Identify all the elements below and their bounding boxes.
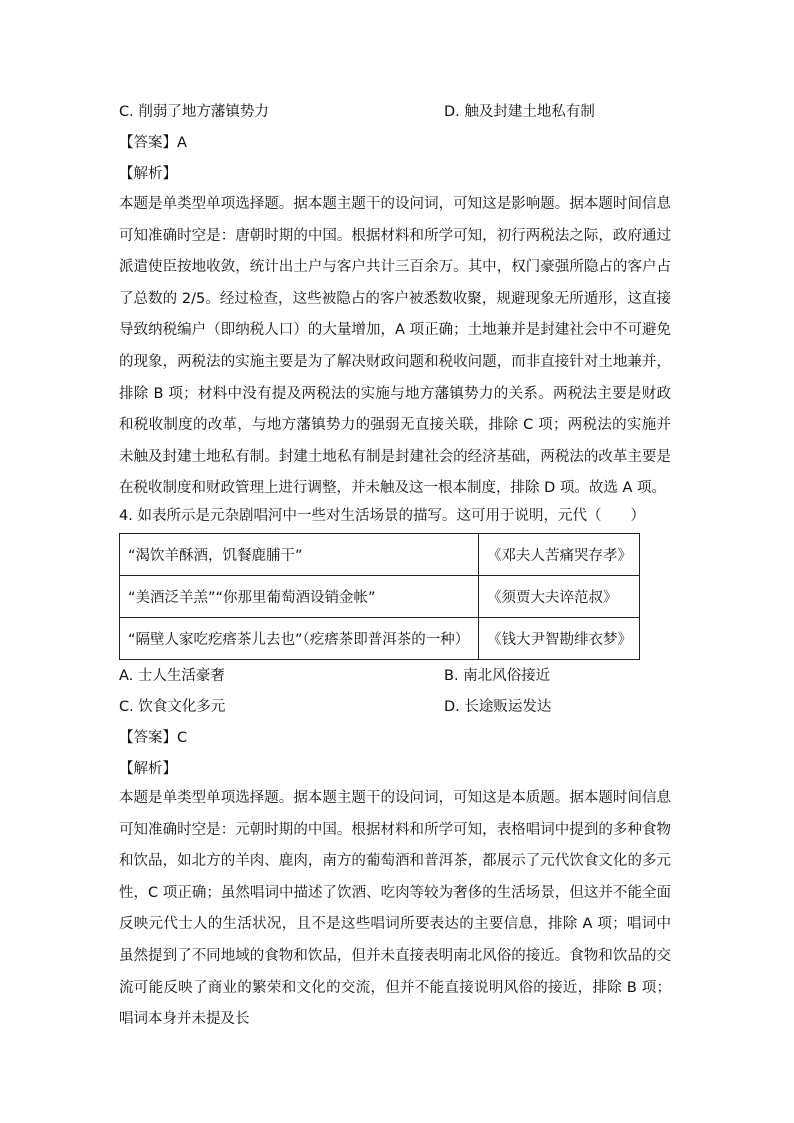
source-cell: 《邓夫人苦痛哭存孝》 xyxy=(479,534,640,576)
q3-analysis-label: 【解析】 xyxy=(119,166,177,182)
lyric-cell: “隔壁人家吃疙瘩茶儿去也”（疙瘩茶即普洱茶的一种） xyxy=(120,618,479,660)
q4-option-c: C. 饮食文化多元 xyxy=(119,699,226,715)
q4-analysis: 本题是单类型单项选择题。据本题主题干的设问词，可知这是本质题。据本题时间信息可知准确时空是：元朝时期的中国。根据材料和所学可知，表格唱词中提到的多种食物和饮品，如北方的羊肉、鹿肉，南方的葡萄酒和普洱茶，都展示了元代饮食文化的多元性，C 项正确；虽然唱词中描述了饮酒、吃肉等较为奢侈的生活场景，但这并不能全面反映元代士人的生活状况，且不是这些唱词所要表达的主要信息，排除 A 项；唱词中虽然提到了不同地域的食物和饮品，但并未直接表明南北风俗的接近。食物和饮品的交流可能反映了商业的繁荣和文化的交流，但并不能直接说明风俗的接近，排除 B 项；唱词本身并未提及长 xyxy=(119,790,671,1028)
q4-answer: 【答案】C xyxy=(119,730,188,746)
lyrics-table xyxy=(119,533,640,660)
q4-option-d: D. 长途贩运发达 xyxy=(444,699,552,715)
source-cell: 《钱大尹智勘绯衣梦》 xyxy=(479,618,640,660)
lyric-cell: “渴饮羊酥酒，饥餐鹿脯干” xyxy=(120,534,479,576)
q3-option-c: C. 削弱了地方藩镇势力 xyxy=(119,104,269,120)
table-row xyxy=(120,618,640,660)
q4-option-b: B. 南北风俗接近 xyxy=(444,668,551,684)
lyric-cell: “美酒泛羊羔”“你那里葡萄酒设销金帐” xyxy=(120,576,479,618)
table-row xyxy=(120,576,640,618)
q4-analysis-label: 【解析】 xyxy=(119,761,177,777)
q3-option-d: D. 触及封建土地私有制 xyxy=(444,104,595,120)
q3-analysis: 本题是单类型单项选择题。据本题主题干的设问词，可知这是影响题。据本题时间信息可知准确时空是：唐朝时期的中国。根据材料和所学可知，初行两税法之际，政府通过派遣使臣按地收敛，统计出土户与客户共计三百余万。其中，权门豪强所隐占的客户占了总数的 2/5。经过检查，这些被隐占的客户被悉数收聚，规避现象无所遁形，这直接导致纳税编户（即纳税人口）的大量增加，A 项正确；土地兼并是封建社会中不可避免的现象，两税法的实施主要是为了解决财政问题和税收问题，而非直接针对土地兼并，排除 B 项；材料中没有提及两税法的实施与地方藩镇势力的关系。两税法主要是财政和税收制度的改革，与地方藩镇势力的强弱无直接关联，排除 C 项；两税法的实施并未触及封建土地私有制。封建土地私有制是封建社会的经济基础，两税法的改革主要是在税收制度和财政管理上进行调整，并未触及这一根本制度，排除 D 项。故选 A 项。 xyxy=(119,196,671,497)
q4-option-a: A. 士人生活豪奢 xyxy=(119,668,225,684)
source-cell: 《须贾大夫谇范叔》 xyxy=(479,576,640,618)
q3-answer: 【答案】A xyxy=(119,135,187,151)
table-row xyxy=(120,534,640,576)
q4-stem: 4. 如表所示是元杂剧唱河中一些对生活场景的描写。这可用于说明，元代（ ） xyxy=(119,508,645,524)
